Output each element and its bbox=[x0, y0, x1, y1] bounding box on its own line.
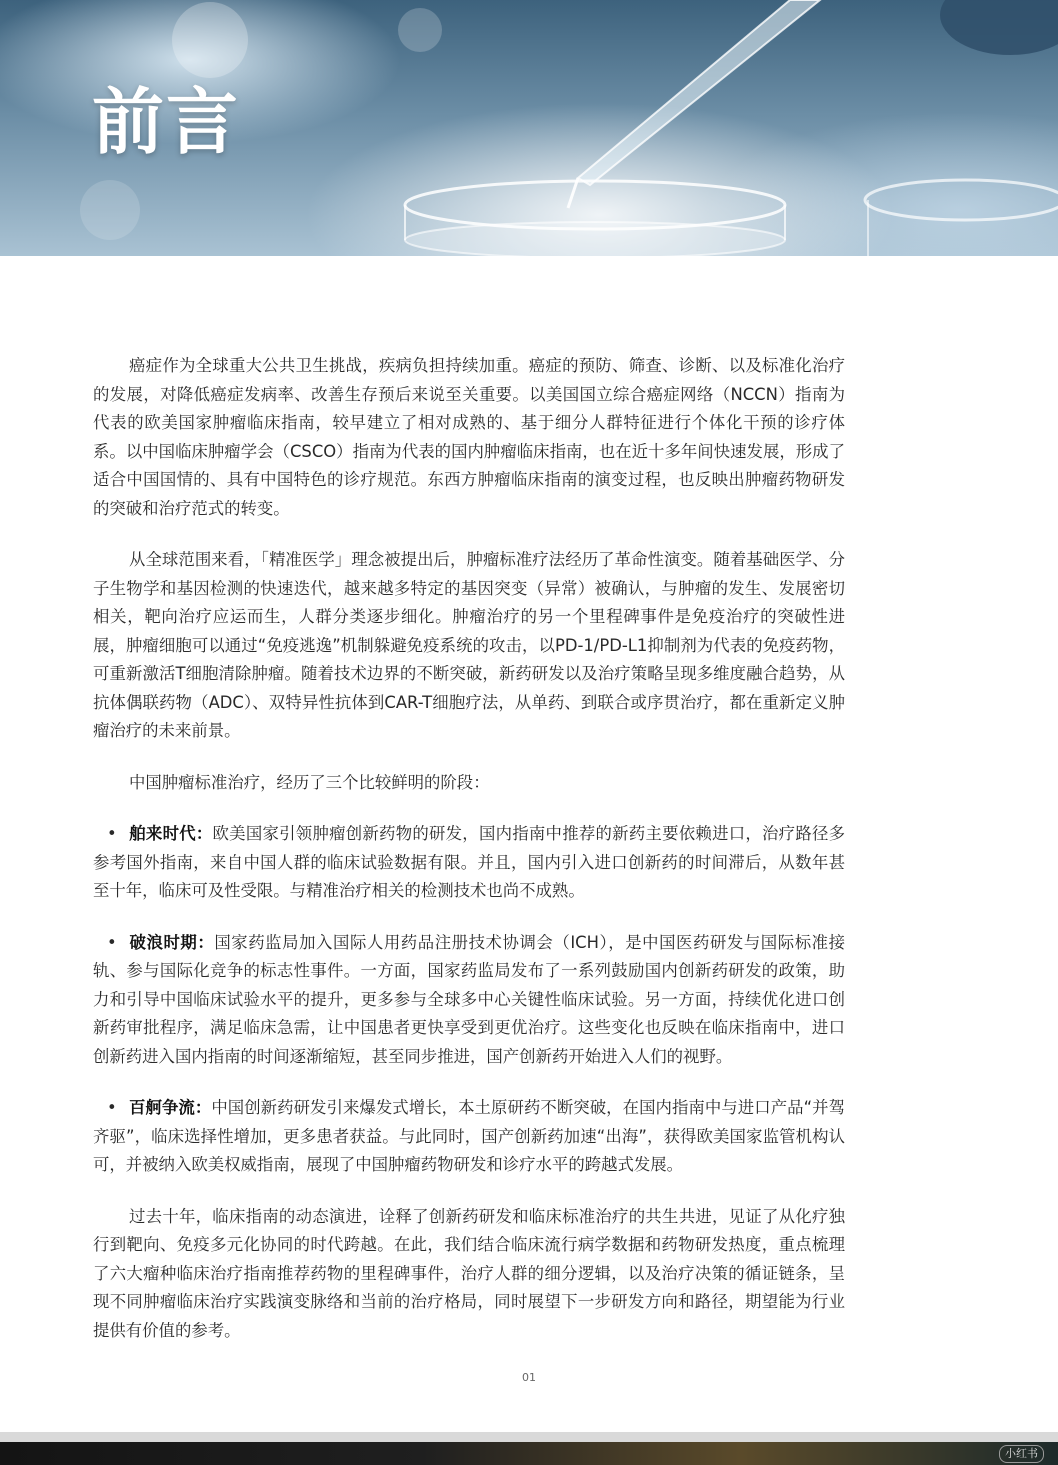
hero-banner bbox=[0, 0, 1058, 256]
paragraph-intro: 癌症作为全球重大公共卫生挑战，疾病负担持续加重。癌症的预防、筛查、诊断、以及标准化治疗的发展，对降低癌症发病率、改善生存预后来说至关重要。以美国国立综合癌症网络（NCCN）指南为代表的欧美国家肿瘤临床指南，较早建立了相对成熟的、基于细分人群特征进行个体化干预的诊疗体系。以中国临床肿瘤学会（CSCO）指南为代表的国内肿瘤临床指南，也在近十多年间快速发展，形成了适合中国国情的、具有中国特色的诊疗规范。东西方肿瘤临床指南的演变过程，也反映出肿瘤药物研发的突破和治疗范式的转变。 bbox=[93, 356, 845, 518]
page-number: 01 bbox=[522, 1371, 536, 1384]
bullet-stage-1 bbox=[93, 820, 845, 906]
bullet-stage-1-term: 舶来时代： bbox=[129, 824, 213, 843]
footer-divider bbox=[0, 1432, 1058, 1442]
page-title: 前言 bbox=[92, 80, 241, 164]
bullet-stage-3 bbox=[93, 1094, 845, 1180]
paragraph-global: 从全球范围来看，「精准医学」理念被提出后，肿瘤标准疗法经历了革命性演变。随着基础医学、分子生物学和基因检测的快速迭代，越来越多特定的基因突变（异常）被确认，与肿瘤的发生、发展密切相关，靶向治疗应运而生，人群分类逐步细化。肿瘤治疗的另一个里程碑事件是免疫治疗的突破性进展，肿瘤细胞可以通过“免疫逃逸”机制躲避免疫系统的攻击，以PD-1/PD-L1抑制剂为代表的免疫药物，可重新激活T细胞清除肿瘤。随着技术边界的不断突破，新药研发以及治疗策略呈现多维度融合趋势，从抗体偶联药物（ADC）、双特异性抗体到CAR-T细胞疗法，从单药、到联合或序贯治疗，都在重新定义肿瘤治疗的未来前景。 bbox=[93, 550, 845, 740]
bullet-stage-1-text: 欧美国家引领肿瘤创新药物的研发，国内指南中推荐的新药主要依赖进口，治疗路径多参考国外指南，来自中国人群的临床试验数据有限。并且，国内引入进口创新药的时间滞后，从数年甚至十年，临床可及性受限。与精准治疗相关的检测技术也尚不成熟。 bbox=[93, 824, 846, 900]
bullet-stage-3-term: 百舸争流： bbox=[129, 1098, 212, 1117]
paragraph-stages-intro: 中国肿瘤标准治疗，经历了三个比较鲜明的阶段： bbox=[129, 772, 490, 792]
bullet-stage-2-text: 国家药监局加入国际人用药品注册技术协调会（ICH），是中国医药研发与国际标准接轨、参与国际化竞争的标志性事件。一方面，国家药监局发布了一系列鼓励国内创新药研发的政策，助力和引导中国临床试验水平的提升，更多参与全球多中心关键性临床试验。另一方面，持续优化进口创新药审批程序，满足临床急需，让中国患者更快享受到更优治疗。这些变化也反映在临床指南中，进口创新药进入国内指南的时间逐渐缩短，甚至同步推进，国产创新药开始进入人们的视野。 bbox=[93, 932, 846, 1066]
bullet-stage-2-term: 破浪时期： bbox=[129, 932, 215, 952]
bullet-stage-2 bbox=[93, 929, 845, 1072]
watermark-badge: 小红书 bbox=[999, 1445, 1044, 1463]
bullet-stage-3-text: 中国创新药研发引来爆发式增长，本土原研药不断突破，在国内指南中与进口产品“并驾齐驱”，临床选择性增加，更多患者获益。与此同时，国产创新药加速“出海”，获得欧美国家监管机构认可，并被纳入欧美权威指南，展现了中国肿瘤药物研发和诊疗水平的跨越式发展。 bbox=[93, 1098, 845, 1174]
preface-body bbox=[93, 352, 845, 1345]
paragraph-conclusion: 过去十年，临床指南的动态演进，诠释了创新药研发和临床标准治疗的共生共进，见证了从化疗独行到靶向、免疫多元化协同的时代跨越。在此，我们结合临床流行病学数据和药物研发热度，重点梳理了六大瘤种临床治疗指南推荐药物的里程碑事件，治疗人群的细分逻辑，以及治疗决策的循证链条，呈现不同肿瘤临床治疗实践演变脉络和当前的治疗格局，同时展望下一步研发方向和路径，期望能为行业提供有价值的参考。 bbox=[93, 1206, 845, 1340]
footer-bar bbox=[0, 1442, 1058, 1465]
